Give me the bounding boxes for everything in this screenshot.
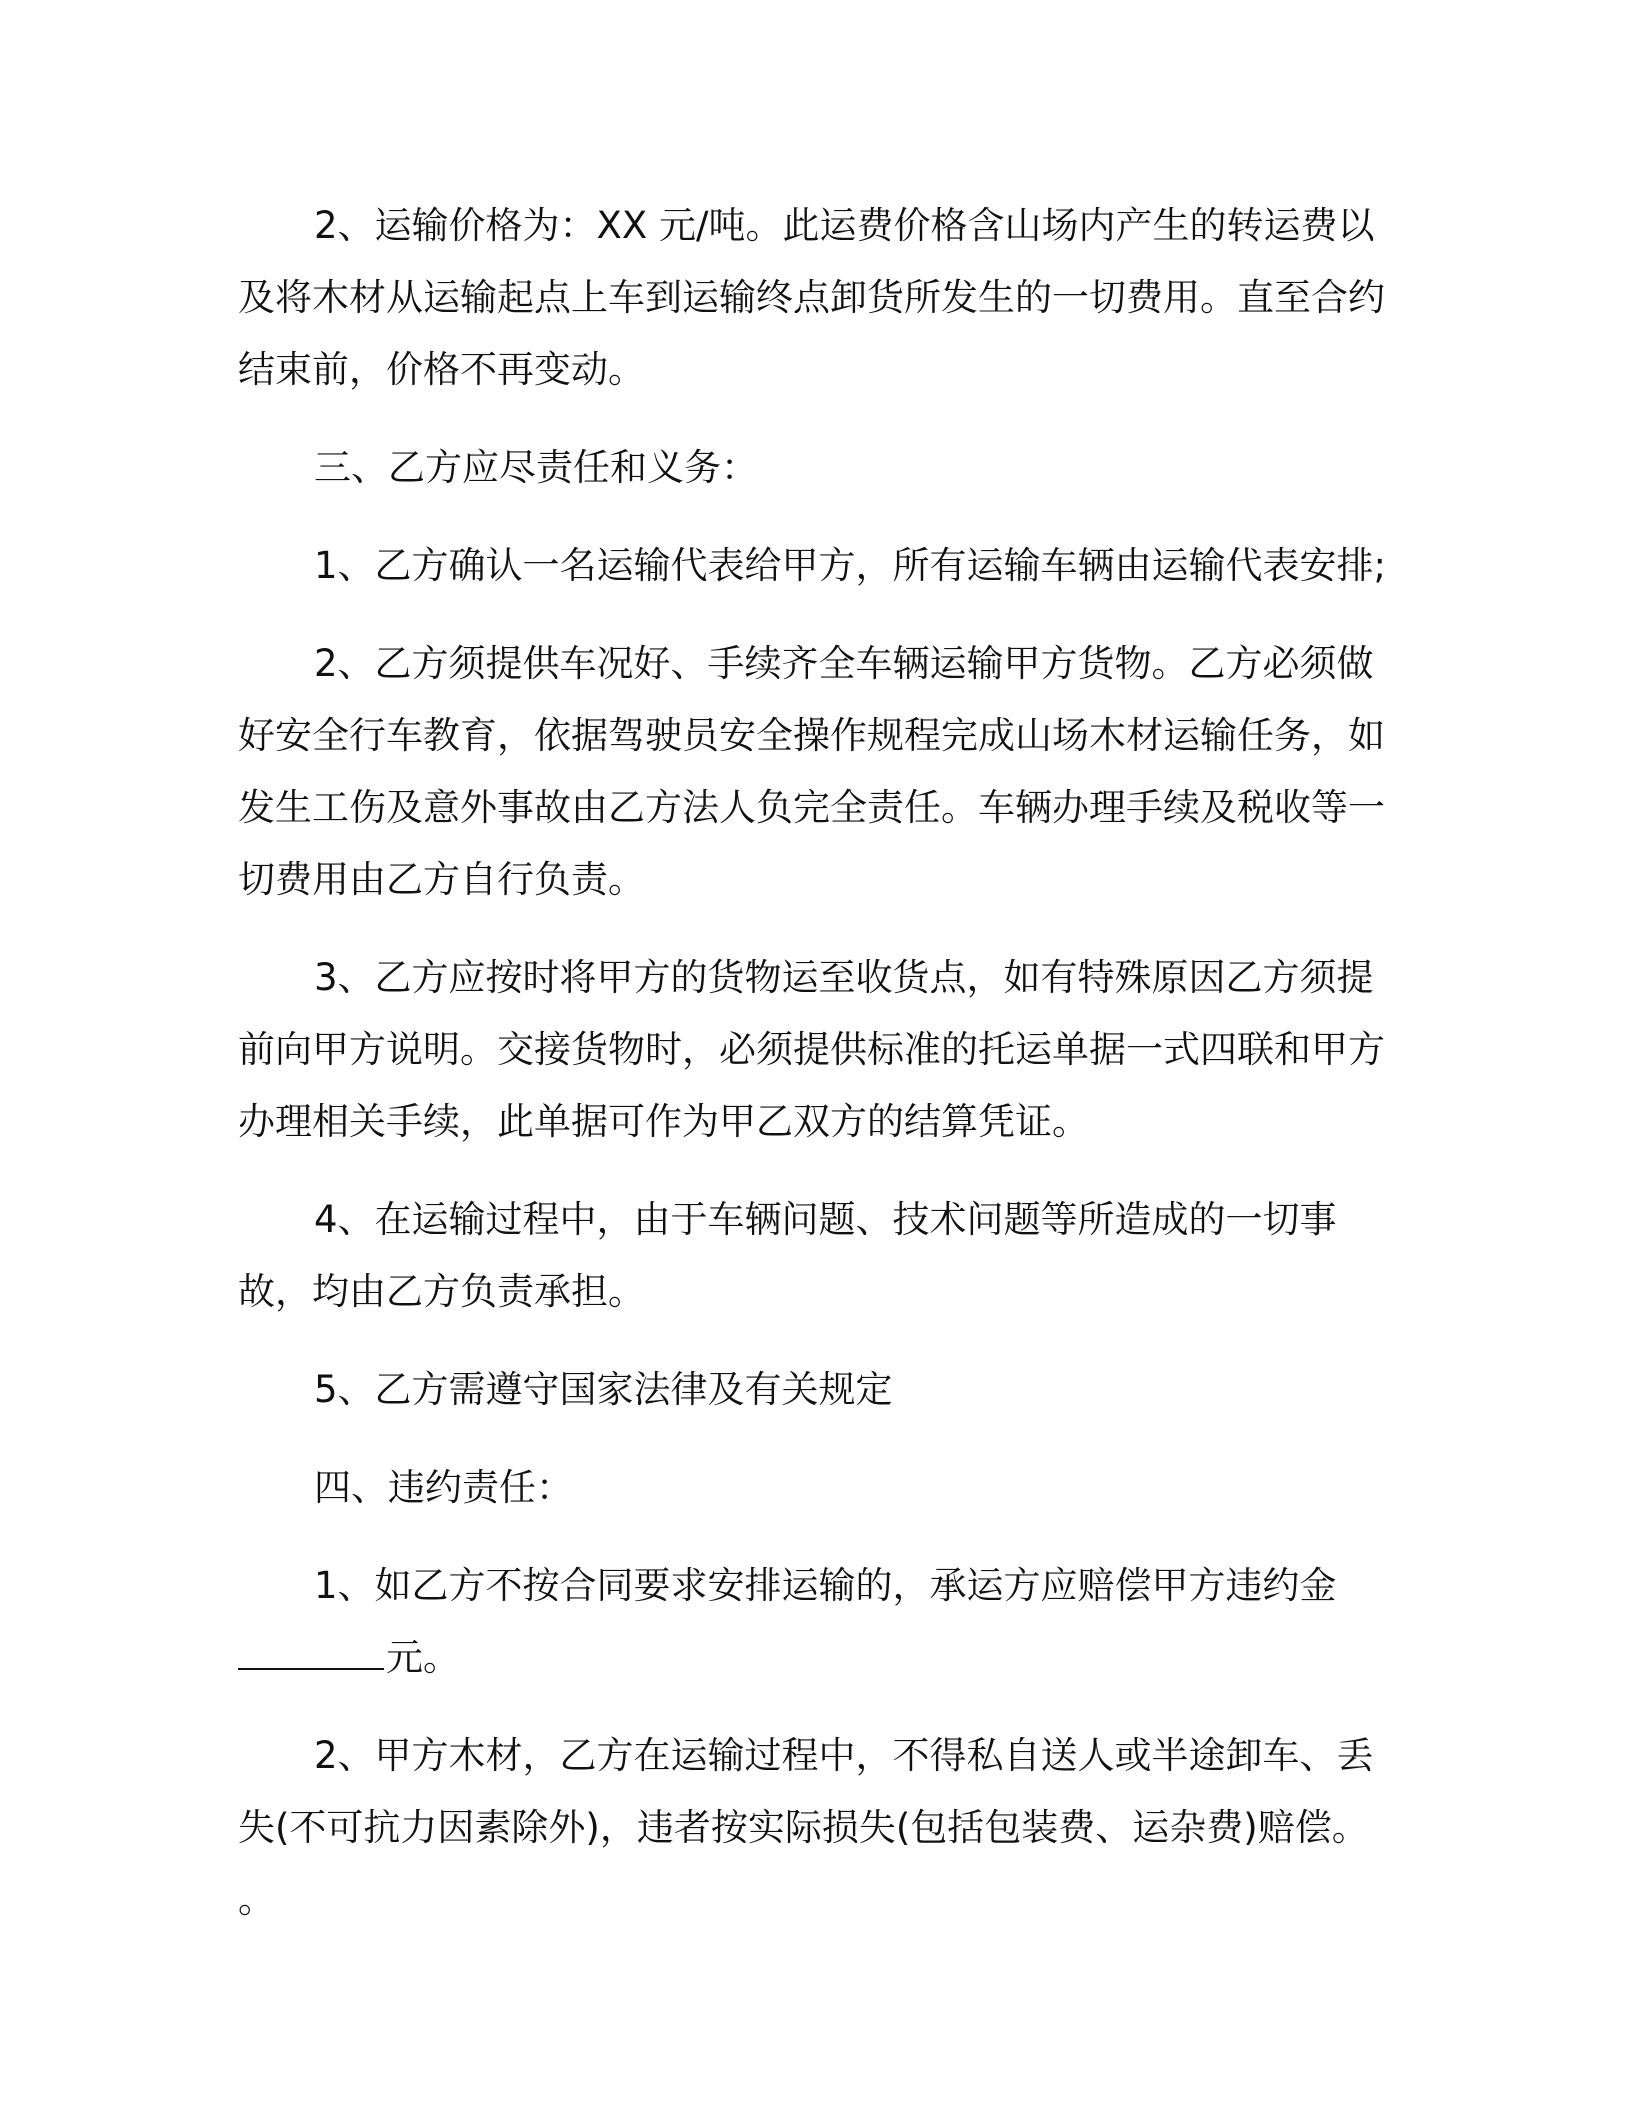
section-heading-party-b-duties: 三、乙方应尽责任和义务： [314, 446, 758, 489]
paragraph-duty-5: 5、乙方需遵守国家法律及有关规定 [314, 1368, 893, 1411]
paragraph-transport-price: 2、运输价格为：XX 元/吨。此运费价格含山场内产生的转运费以及将木材从运输起点上车到运输终点卸货所发生的一切费用。直至合约结束前，价格不再变动。 [238, 204, 1385, 391]
section-heading-breach-liability: 四、违约责任： [314, 1466, 573, 1509]
paragraph-duty-4: 4、在运输过程中，由于车辆问题、技术问题等所造成的一切事故，均由乙方负责承担。 [238, 1198, 1337, 1313]
breach-1-text: 1、如乙方不按合同要求安排运输的，承运方应赔偿甲方违约金 [314, 1564, 1337, 1607]
amount-blank-line [238, 1634, 384, 1670]
document-page [238, 190, 1398, 1962]
paragraph-duty-3: 3、乙方应按时将甲方的货物运至收货点，如有特殊原因乙方须提前向甲方说明。交接货物时，必须提供标准的托运单据一式四联和甲方办理相关手续，此单据可作为甲乙双方的结算凭证。 [238, 956, 1385, 1143]
paragraph-breach-2: 2、甲方木材，乙方在运输过程中，不得私自送人或半途卸车、丢失(不可抗力因素除外)，违者按实际损失(包括包装费、运杂费)赔偿。 。 [238, 1734, 1374, 1921]
paragraph-duty-1: 1、乙方确认一名运输代表给甲方，所有运输车辆由运输代表安排; [314, 544, 1387, 587]
paragraph-duty-2: 2、乙方须提供车况好、手续齐全车辆运输甲方货物。乙方必须做好安全行车教育，依据驾驶员安全操作规程完成山场木材运输任务，如发生工伤及意外事故由乙方法人负完全责任。车辆办理手续及税收等一切费用由乙方自行负责。 [238, 642, 1385, 901]
paragraph-breach-1 [238, 1550, 1398, 1694]
breach-1-unit: 元。 [386, 1636, 460, 1679]
